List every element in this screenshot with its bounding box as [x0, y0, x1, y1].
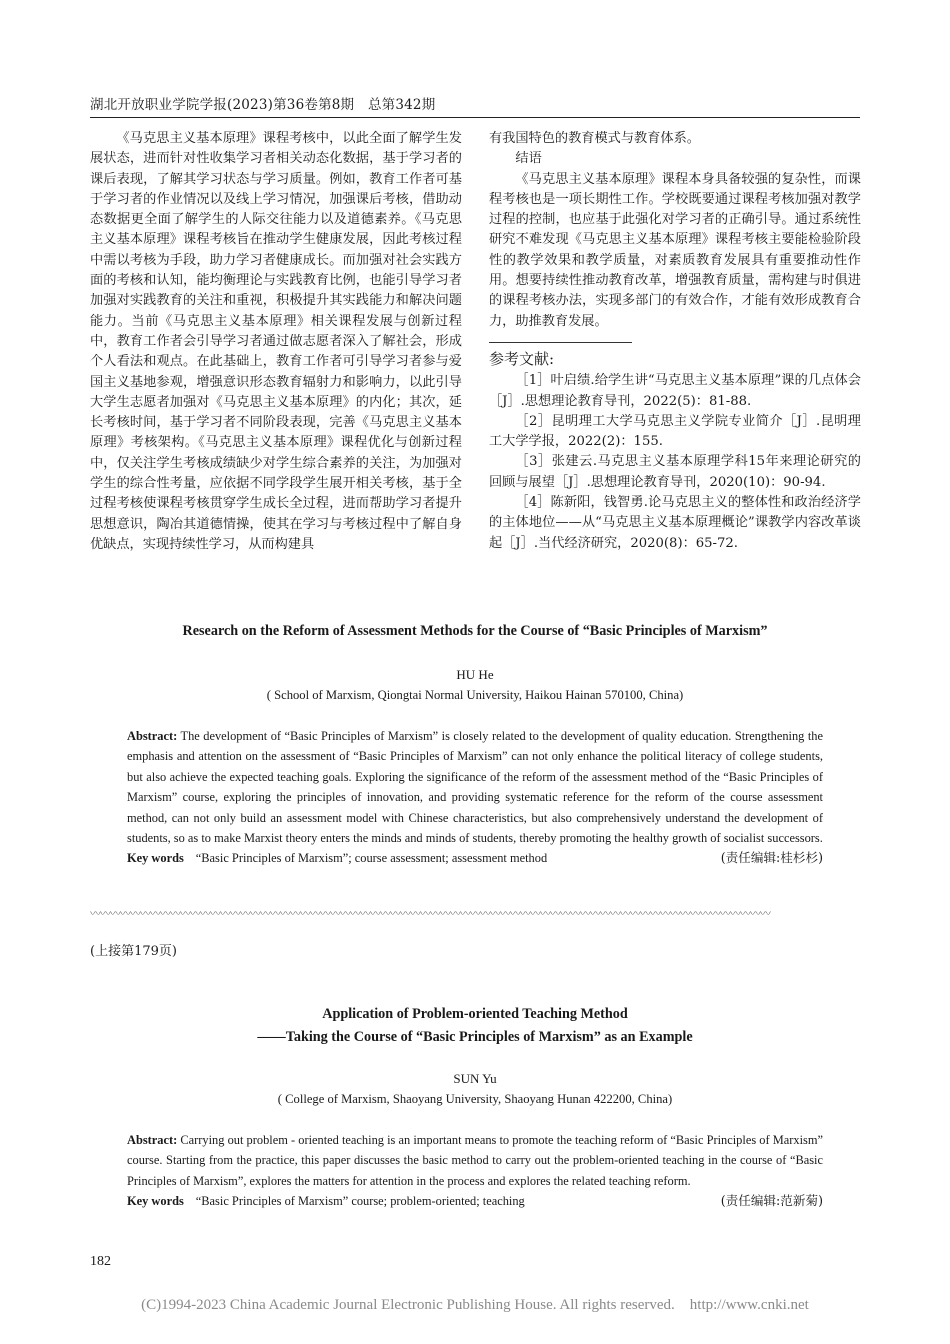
- keywords-text: “Basic Principles of Marxism” course; problem-oriented; teaching: [195, 1194, 525, 1209]
- section-divider: 〰〰〰〰〰〰〰〰〰〰〰〰〰〰〰〰〰〰〰〰〰〰〰〰〰〰〰〰〰〰〰〰〰〰〰〰〰〰〰〰〰〰〰〰〰〰〰〰〰〰〰〰〰〰〰〰〰〰〰〰〰〰〰〰〰〰〰〰: [90, 909, 770, 919]
- abstract-label: Abstract:: [127, 1133, 178, 1147]
- reference-item: ［2］昆明理工大学马克思主义学院专业简介［J］.昆明理工大学学报，2022(2)：155.: [489, 413, 861, 450]
- article2-title-line2: ——Taking the Course of “Basic Principles of Marxism” as an Example: [257, 1029, 693, 1045]
- references-heading: 参考文献:: [489, 349, 555, 368]
- right-column: [489, 129, 861, 554]
- reference-item: ［1］叶启绩.给学生讲“马克思主义基本原理”课的几点体会［J］.思想理论教育导刊，2022(5)：81-88.: [489, 373, 861, 409]
- reference-item: ［4］陈新阳，钱智勇.论马克思主义的整体性和政治经济学的主体地位——从“马克思主义基本原理概论”课教学内容改革谈起［J］.当代经济研究，2020(8)：65-72.: [489, 495, 861, 551]
- article2-title-line1: Application of Problem-oriented Teaching Method: [322, 1006, 628, 1022]
- body-paragraph: 《马克思主义基本原理》课程考核中，以此全面了解学生发展状态，进而针对性收集学习者相关动态化数据，基于学习者的课后表现，了解其学习状态与学习质量。例如，教育工作者可基于学习者的作业情况以及线上学习情况，加强课后考核，借助动态数据更全面了解学生的人际交往能力以及道德素养。《马克思主义基本原理》课程考核旨在推动学生健康发展，因此考核过程中需以考核为手段，助力学习者健康成长。而加强对社会实践方面的考核和认知，能均衡理论与实践教育比例，也能引导学习者加强对实践教育的关注和重视，积极提升其实践能力和解决问题能力。当前《马克思主义基本原理》相关课程发展与创新过程中，教育工作者会引导学习者通过做志愿者深入了解社会，形成个人看法和观点。在此基础上，教育工作者可引导学习者参与爱国主义基地参观，增强意识形态教育辐射力和影响力，以此引导大学生志愿者加强对《马克思主义基本原理》的内化；其次，延长考核时间，基于学习者不同阶段表现，完善《马克思主义基本原理》考核架构。《马克思主义基本原理》课程优化与创新过程中，仅关注学生考核成绩缺少对学生综合素养的关注，为加强对学生的综合性考量，应依据不同学段学生展开相关考核，基于全过程考核使课程考核贯穿学生成长全过程，进而帮助学习者提升思想意识，陶冶其道德情操，使其在学习与考核过程中了解自身优缺点，实现持续性学习，从而构建具: [90, 131, 462, 552]
- article2-editor: (责任编辑:范新菊): [720, 1193, 823, 1209]
- keywords-label: Key words: [127, 1194, 184, 1209]
- article2-keywords: [127, 1191, 823, 1211]
- references-rule: [489, 342, 632, 343]
- article2-abstract: [127, 1130, 823, 1191]
- article2-title: [90, 1003, 860, 1049]
- abstract-label: Abstract:: [127, 729, 178, 743]
- article1-title: Research on the Reform of Assessment Methods for the Course of “Basic Principles of Marxism”: [182, 623, 768, 639]
- body-paragraph-continued: 有我国特色的教育模式与教育体系。: [489, 131, 700, 146]
- continuation-note: (上接第179页): [90, 944, 177, 959]
- journal-header: 湖北开放职业学院学报(2023)第36卷第8期 总第342期: [90, 97, 436, 113]
- keywords-label: Key words: [127, 851, 184, 866]
- copyright-notice: (C)1994-2023 China Academic Journal Electronic Publishing House. All rights reserved. http://www.cnki.net: [141, 1297, 809, 1313]
- article2-affiliation: ( College of Marxism, Shaoyang University, Shaoyang Hunan 422200, China): [277, 1092, 673, 1106]
- abstract-text: Carrying out problem - oriented teaching is an important means to promote the teaching reform of “Basic Principles of Marxism” course. Starting from the practice, this paper discusses the basic method to carry out the problem-oriented teaching in the course of “Basic Principles of Marxism”, explores the matters for attention in the process and explores the related teaching reform.: [127, 1133, 823, 1188]
- conclusion-heading: 结语: [515, 151, 542, 167]
- article2-abstract-block: [127, 1130, 823, 1211]
- article1-author: HU He: [456, 667, 494, 682]
- abstract-text: The development of “Basic Principles of Marxism” is closely related to the development of quality education. Strengthening the emphasis and attention on the assessment of “Basic Principles of Marxism” can not only enhance the political literacy of college students, but also achieve the expected teaching goals. Exploring the significance of the reform of the assessment method of the “Basic Principles of Marxism” course, exploring the principles of innovation, and providing systematic reference for the reform of the course assessment method, can not only build an assessment model with Chinese characteristics, but also comprehensively understand the development of students, so as to make Marxist theory enters the minds and minds of students, thereby promoting the healthy growth of socialist successors.: [127, 729, 823, 846]
- article2-author: SUN Yu: [453, 1071, 497, 1086]
- article1-abstract: [127, 726, 823, 848]
- article1-abstract-block: [127, 726, 823, 868]
- header-rule: [90, 117, 860, 118]
- article1-editor: (责任编辑:桂杉杉): [720, 850, 823, 866]
- reference-item: ［3］张建云.马克思主义基本原理学科15年来理论研究的回顾与展望［J］.思想理论教育导刊，2020(10)：90-94.: [489, 454, 861, 490]
- conclusion-paragraph: 《马克思主义基本原理》课程本身具备较强的复杂性，而课程考核也是一项长期性工作。学校既要通过课程考核加强对教学过程的控制，也应基于此强化对学习者的正确引导。通过系统性研究不难发现《马克思主义基本原理》课程考核主要能检验阶段性的教学效果和教学质量，对素质教育发展具有重要推动性作用。想要持续性推动教育改革，增强教育质量，需构建与时俱进的课程考核办法，实现多部门的有效合作，才能有效形成教育合力，助推教育发展。: [489, 171, 861, 329]
- article1-affiliation: ( School of Marxism, Qiongtai Normal University, Haikou Hainan 570100, China): [266, 688, 684, 702]
- page-number: 182: [90, 1254, 111, 1269]
- left-column: [90, 129, 462, 555]
- keywords-text: “Basic Principles of Marxism”; course assessment; assessment method: [195, 851, 548, 866]
- article1-keywords: [127, 848, 823, 868]
